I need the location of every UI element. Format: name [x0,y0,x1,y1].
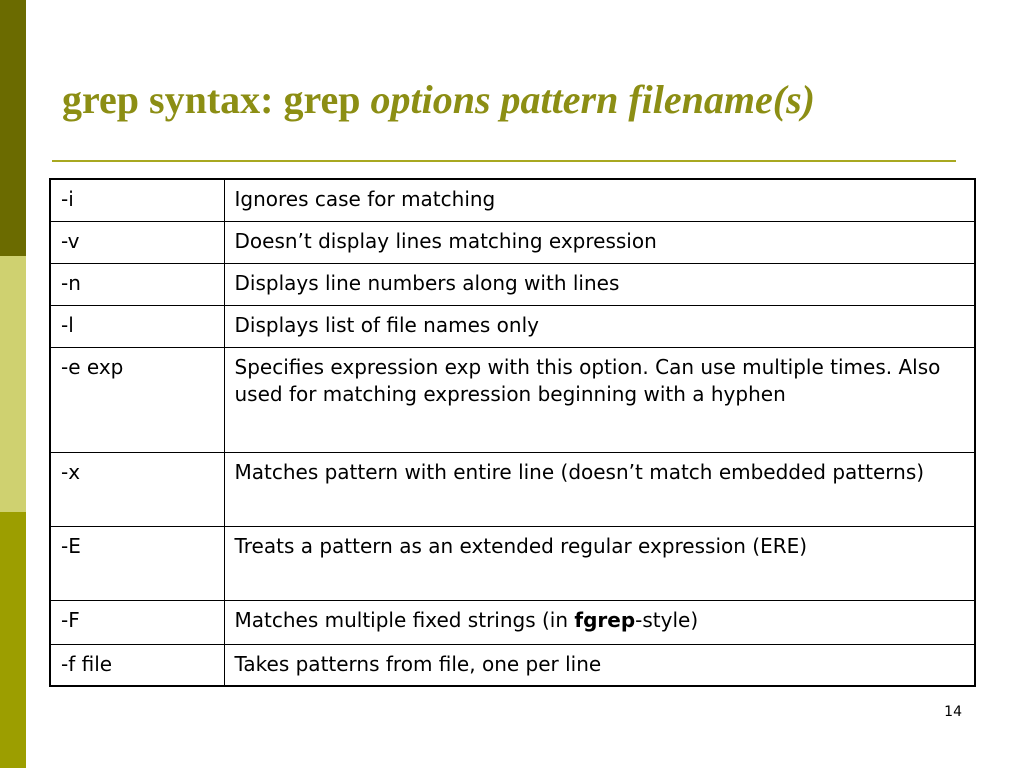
option-description: Displays list of file names only [224,305,975,347]
option-flag: -f file [50,644,224,686]
option-description: Matches pattern with entire line (doesn’t match embedded patterns) [224,452,975,526]
option-description: Treats a pattern as an extended regular expression (ERE) [224,526,975,600]
title-prefix: grep syntax: grep [62,77,371,122]
side-bar-middle [0,256,26,512]
fgrep-bold-text: fgrep [574,607,636,632]
option-flag: -v [50,221,224,263]
option-description: Displays line numbers along with lines [224,263,975,305]
option-description: Takes patterns from file, one per line [224,644,975,686]
side-bar-bottom [0,512,26,768]
option-flag: -l [50,305,224,347]
option-flag: -x [50,452,224,526]
option-description: Specifies expression exp with this option. Can use multiple times. Also used for matching expression beginning with a hyphen [224,347,975,452]
option-flag: -n [50,263,224,305]
table-row [50,600,975,644]
table-row [50,452,975,526]
table-row [50,305,975,347]
option-flag: -F [50,600,224,644]
page-number: 14 [944,704,962,720]
options-table [49,178,976,687]
side-bar-top [0,0,26,256]
table-row [50,263,975,305]
option-flag: -e exp [50,347,224,452]
description-text-after: -style) [635,607,699,632]
description-text-before: Matches multiple fixed strings (in [234,607,575,632]
table-row [50,347,975,452]
table-row [50,221,975,263]
title-divider [52,160,956,162]
option-description: Ignores case for matching [224,179,975,221]
option-description [224,600,975,644]
table-row [50,179,975,221]
slide-title [62,76,815,124]
option-description: Doesn’t display lines matching expression [224,221,975,263]
title-italic: options pattern filename(s) [370,77,815,122]
option-flag: -i [50,179,224,221]
table-row [50,644,975,686]
table-row [50,526,975,600]
option-flag: -E [50,526,224,600]
